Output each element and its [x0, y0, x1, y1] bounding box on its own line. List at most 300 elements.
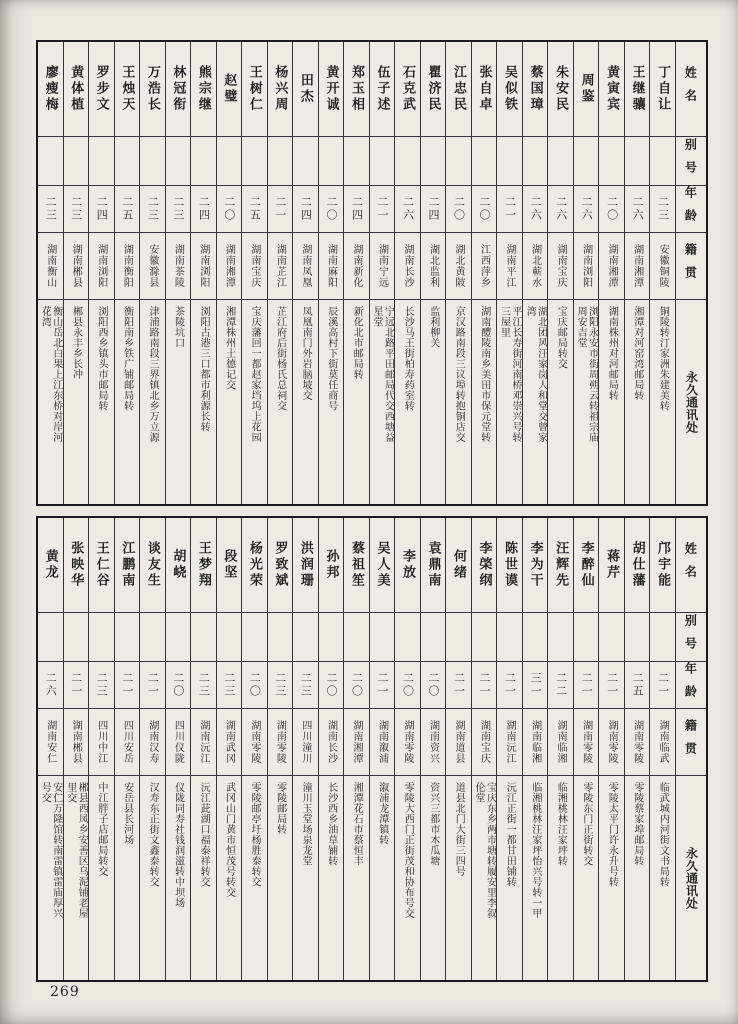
native-place-cell-text: 湖南宝庆 [478, 720, 490, 764]
native-place-cell [38, 233, 63, 300]
name-cell [140, 518, 165, 613]
name-cell-text: 陈世谟 [502, 541, 518, 589]
address-cell [599, 776, 624, 980]
native-place-cell-text: 湖南临武 [657, 720, 669, 764]
person-column [395, 518, 421, 980]
alias-cell [574, 613, 599, 662]
alias-cell [38, 137, 63, 186]
alias-cell [268, 613, 293, 662]
age-cell [166, 662, 191, 709]
person-column [268, 42, 294, 504]
address-cell [64, 776, 89, 980]
address-cell [242, 776, 267, 980]
native-place-cell [217, 709, 242, 776]
native-place-cell-text: 湖南宝庆 [248, 244, 260, 288]
native-place-cell-text: 湖南溆浦 [376, 720, 388, 764]
native-place-cell [344, 709, 369, 776]
age-cell-text: 二六 [401, 196, 415, 222]
native-place-cell-text: 湖南浏阳 [197, 244, 209, 288]
name-cell [38, 42, 63, 137]
directory-table-top [36, 40, 708, 506]
native-place-cell-text: 湖南临湘 [529, 720, 541, 764]
age-cell-text: 二三 [656, 196, 670, 222]
name-cell-text: 王仁谷 [93, 541, 109, 589]
row-header-alias [676, 613, 706, 662]
native-place-cell [115, 233, 140, 300]
name-cell [115, 42, 140, 137]
age-cell-text: 二一 [375, 196, 389, 222]
age-cell-text: 二〇 [452, 196, 466, 222]
address-cell [38, 300, 63, 504]
age-cell-text: 二一 [273, 196, 287, 222]
row-header-address [676, 300, 706, 504]
address-cell-text: 资兴三都市木瓜塘 [427, 782, 439, 866]
row-header-alias [676, 137, 706, 186]
native-place-cell [497, 709, 522, 776]
name-cell-text: 瞿济民 [425, 65, 441, 113]
name-cell [89, 42, 114, 137]
native-place-cell-text: 湖南湘潭 [606, 244, 618, 288]
native-place-cell-text: 湖南安仁 [44, 720, 56, 764]
address-cell-text: 湘潭花石市蔡恒丰 [351, 782, 363, 866]
address-cell [140, 300, 165, 504]
alias-cell [217, 137, 242, 186]
person-column [38, 518, 64, 980]
native-place-cell [446, 233, 471, 300]
address-cell-text: 沅江茈湖口福泰祥转交 [198, 782, 210, 887]
person-column [548, 518, 574, 980]
name-cell-text: 石克武 [399, 65, 415, 113]
address-cell [140, 776, 165, 980]
address-cell [344, 300, 369, 504]
age-cell-text: 二三 [95, 672, 109, 698]
address-cell [497, 776, 522, 980]
native-place-cell-text: 四川仪陇 [172, 720, 184, 764]
name-cell [548, 518, 573, 613]
person-column [293, 518, 319, 980]
age-cell-text: 二四 [197, 196, 211, 222]
address-cell [293, 776, 318, 980]
address-cell [166, 300, 191, 504]
alias-cell [191, 137, 216, 186]
name-cell [319, 42, 344, 137]
name-cell-text: 杨兴周 [272, 65, 288, 113]
native-place-cell [191, 233, 216, 300]
native-place-cell [191, 709, 216, 776]
native-place-cell [421, 233, 446, 300]
alias-cell [548, 137, 573, 186]
age-cell [472, 662, 497, 709]
alias-cell [446, 137, 471, 186]
age-cell-text: 二〇 [478, 196, 492, 222]
address-cell [421, 300, 446, 504]
age-cell [115, 186, 140, 233]
name-cell-text: 杨光荣 [246, 541, 262, 589]
name-cell-text: 谈友生 [144, 541, 160, 589]
name-cell-text: 伍子述 [374, 65, 390, 113]
name-cell-text: 熊宗继 [195, 65, 211, 113]
address-cell-text: 溆浦龙潭镇转 [376, 782, 388, 845]
age-cell [89, 662, 114, 709]
address-cell-text: 汉寿东正街文鑫泰转交 [147, 782, 159, 887]
address-cell [625, 776, 650, 980]
name-cell-text: 黄龙 [42, 549, 58, 581]
person-column [625, 42, 651, 504]
address-cell-text: 潼川玉堂场泉龙堂 [300, 782, 312, 866]
alias-cell [115, 613, 140, 662]
person-column [140, 42, 166, 504]
native-place-cell [64, 233, 89, 300]
alias-cell [38, 613, 63, 662]
alias-cell [166, 137, 191, 186]
age-cell-text: 二一 [503, 672, 517, 698]
native-place-cell [523, 233, 548, 300]
age-cell-text: 二三 [222, 672, 236, 698]
person-column [446, 42, 472, 504]
age-cell [293, 186, 318, 233]
age-cell [625, 186, 650, 233]
native-place-cell-text: 湖南零陵 [248, 720, 260, 764]
row-header-name [676, 518, 706, 613]
person-column [166, 42, 192, 504]
native-place-cell-text: 湖南零陵 [580, 720, 592, 764]
address-cell [293, 300, 318, 504]
age-cell-text: 二一 [580, 672, 594, 698]
name-cell [523, 42, 548, 137]
native-place-cell [38, 709, 63, 776]
address-cell [115, 300, 140, 504]
page-number-text: 269 [50, 984, 80, 1000]
name-cell-text: 张自卓 [476, 65, 492, 113]
name-cell-text: 吴似铁 [502, 65, 518, 113]
address-cell [242, 300, 267, 504]
age-cell [38, 186, 63, 233]
native-place-cell [140, 709, 165, 776]
age-cell [599, 186, 624, 233]
address-cell-text: 衡阳南乡铁广铺邮局转 [121, 306, 133, 411]
native-place-cell-text: 安徽铜陵 [657, 244, 669, 288]
row-header-age [676, 186, 706, 233]
address-cell-text: 监利柳关 [427, 306, 439, 348]
address-cell-text: 仪陇同寿社钱润滋转中坝场 [172, 782, 184, 908]
address-cell [191, 300, 216, 504]
address-cell [650, 300, 675, 504]
age-cell [38, 662, 63, 709]
native-place-cell-text: 湖南凤凰 [299, 244, 311, 288]
person-column [574, 42, 600, 504]
alias-cell [191, 613, 216, 662]
person-column [497, 42, 523, 504]
row-header-address [676, 776, 706, 980]
age-cell [166, 186, 191, 233]
row-header-age-text: 年龄 [683, 662, 698, 708]
native-place-cell-text: 湖南郴县 [70, 720, 82, 764]
address-cell-text: 辰溪高村下街莫任商号 [325, 306, 337, 411]
native-place-cell [293, 709, 318, 776]
age-cell-text: 二四 [350, 196, 364, 222]
address-cell [319, 300, 344, 504]
native-place-cell [395, 233, 420, 300]
alias-cell [89, 613, 114, 662]
age-cell [395, 662, 420, 709]
person-column [115, 42, 141, 504]
person-column [64, 42, 90, 504]
name-cell-text: 王烛天 [119, 65, 135, 113]
address-cell [472, 776, 497, 980]
native-place-cell [89, 709, 114, 776]
age-cell [548, 186, 573, 233]
age-cell-text: 二〇 [324, 672, 338, 698]
address-cell [370, 300, 395, 504]
native-place-cell [625, 709, 650, 776]
age-cell [191, 186, 216, 233]
alias-cell [293, 613, 318, 662]
alias-cell [650, 613, 675, 662]
name-cell-text: 黄体植 [68, 65, 84, 113]
address-cell [574, 776, 599, 980]
alias-cell [140, 613, 165, 662]
age-cell-text: 二一 [656, 672, 670, 698]
age-cell-text: 二〇 [401, 672, 415, 698]
name-cell-text: 何绪 [451, 549, 467, 581]
name-cell [344, 518, 369, 613]
name-cell-text: 段坚 [221, 549, 237, 581]
address-cell [446, 300, 471, 504]
name-cell [268, 42, 293, 137]
name-cell [166, 42, 191, 137]
person-column [217, 518, 243, 980]
address-cell [574, 300, 599, 504]
address-cell-text: 湘潭株州土德记交 [223, 306, 235, 390]
name-cell-text: 万浩长 [144, 65, 160, 113]
person-column [344, 518, 370, 980]
person-column [650, 518, 676, 980]
age-cell-text: 二四 [95, 196, 109, 222]
address-cell [217, 776, 242, 980]
name-cell [497, 42, 522, 137]
address-cell [89, 300, 114, 504]
age-cell-text: 二六 [580, 196, 594, 222]
address-cell [344, 776, 369, 980]
bottom-band [36, 516, 708, 982]
native-place-cell-text: 湖南零陵 [606, 720, 618, 764]
address-cell [268, 776, 293, 980]
address-cell-text: 安岳县长河场 [121, 782, 133, 845]
address-cell [548, 300, 573, 504]
person-column [395, 42, 421, 504]
age-cell-text: 二三 [273, 672, 287, 698]
person-column [115, 518, 141, 980]
address-cell-text: 宝庆藩回一都赵家垱坞上花园 [249, 306, 261, 443]
person-column [497, 518, 523, 980]
name-cell [472, 42, 497, 137]
name-cell-text: 王树仁 [246, 65, 262, 113]
name-cell-text: 江忠民 [451, 65, 467, 113]
age-cell-text: 二一 [120, 672, 134, 698]
age-cell [344, 186, 369, 233]
address-cell [599, 300, 624, 504]
person-column [217, 42, 243, 504]
name-cell-text: 吴人美 [374, 541, 390, 589]
alias-cell [217, 613, 242, 662]
person-column [472, 518, 498, 980]
name-cell-text: 蔡祖笙 [348, 541, 364, 589]
alias-cell [293, 137, 318, 186]
name-cell [523, 518, 548, 613]
age-cell [370, 186, 395, 233]
person-column [140, 518, 166, 980]
native-place-cell-text: 湖南芷江 [274, 244, 286, 288]
row-header-age [676, 662, 706, 709]
name-cell [191, 518, 216, 613]
page-number [50, 984, 80, 1000]
name-cell-text: 李醉仙 [578, 541, 594, 589]
native-place-cell [166, 709, 191, 776]
person-column [64, 518, 90, 980]
age-cell [446, 662, 471, 709]
age-cell [242, 186, 267, 233]
row-header-native [676, 233, 706, 300]
person-column [421, 518, 447, 980]
address-cell-text: 零陵东门正街转交 [580, 782, 592, 866]
name-cell [574, 42, 599, 137]
address-cell [523, 776, 548, 980]
name-cell-text: 江鹏南 [119, 541, 135, 589]
native-place-cell [523, 709, 548, 776]
native-place-cell-text: 湖南资兴 [427, 720, 439, 764]
address-cell-text: 郴县西凤乡安善区乌泥铺老屋里交 [64, 782, 88, 919]
native-place-cell [548, 233, 573, 300]
age-cell [497, 186, 522, 233]
row-header-column [676, 42, 706, 504]
address-cell-text: 沅江正街一都甘田铺转 [504, 782, 516, 887]
age-cell-text: 二〇 [324, 196, 338, 222]
address-cell [115, 776, 140, 980]
person-column [650, 42, 676, 504]
native-place-cell [650, 709, 675, 776]
address-cell [89, 776, 114, 980]
alias-cell [446, 613, 471, 662]
person-column [599, 42, 625, 504]
address-cell-text: 湖南株州对河邮局转 [606, 306, 618, 401]
name-cell [599, 518, 624, 613]
address-cell [191, 776, 216, 980]
name-cell [217, 42, 242, 137]
native-place-cell-text: 湖南临湘 [555, 720, 567, 764]
name-cell [446, 518, 471, 613]
address-cell [319, 776, 344, 980]
name-cell-text: 李为干 [527, 541, 543, 589]
address-cell [395, 300, 420, 504]
native-place-cell-text: 湖北蕲水 [529, 244, 541, 288]
address-cell-text: 浏阳永安市街周朔云转祖宗庙周安吉堂 [575, 306, 598, 443]
age-cell-text: 二四 [427, 196, 440, 222]
address-cell [268, 300, 293, 504]
native-place-cell-text: 湖南零陵 [274, 720, 286, 764]
age-cell [268, 186, 293, 233]
alias-cell [370, 137, 395, 186]
address-cell [64, 300, 89, 504]
age-cell-text: 二六 [529, 196, 543, 222]
age-cell-text: 二〇 [222, 196, 236, 222]
native-place-cell-text: 湖南长沙 [401, 244, 413, 288]
native-place-cell-text: 湖南湘潭 [350, 720, 362, 764]
alias-cell [319, 137, 344, 186]
row-header-age-text: 年龄 [683, 186, 698, 232]
person-column [242, 42, 268, 504]
native-place-cell [319, 709, 344, 776]
native-place-cell-text: 湖南衡阳 [121, 244, 133, 288]
age-cell [319, 662, 344, 709]
alias-cell [166, 613, 191, 662]
alias-cell [599, 613, 624, 662]
native-place-cell [446, 709, 471, 776]
native-place-cell [115, 709, 140, 776]
native-place-cell-text: 湖南麻阳 [325, 244, 337, 288]
native-place-cell [293, 233, 318, 300]
name-cell [548, 42, 573, 137]
address-cell-text: 宝庆邮局转交 [555, 306, 567, 369]
native-place-cell [344, 233, 369, 300]
address-cell-text: 浏阳古港三口都市利源长转 [198, 306, 210, 432]
age-cell-text: 二三 [197, 672, 211, 698]
name-cell [64, 42, 89, 137]
name-cell-text: 洪润珊 [297, 541, 313, 589]
name-cell [395, 42, 420, 137]
address-cell-text: 零陵邮亭圩杨胜泰转交 [249, 782, 261, 887]
person-column [38, 42, 64, 504]
name-cell-text: 郑玉相 [348, 65, 364, 113]
alias-cell [89, 137, 114, 186]
native-place-cell [319, 233, 344, 300]
address-cell-text: 临湘桃林汪家坪怡兴号转一甲 [529, 782, 541, 919]
age-cell [625, 662, 650, 709]
name-cell [115, 518, 140, 613]
age-cell [89, 186, 114, 233]
native-place-cell [64, 709, 89, 776]
person-column [166, 518, 192, 980]
name-cell [344, 42, 369, 137]
name-cell [625, 42, 650, 137]
person-column [191, 42, 217, 504]
address-cell-text: 宁远北路平田邮局代交西塘益星堂 [370, 306, 394, 443]
native-place-cell-text: 湖南郴县 [70, 244, 82, 288]
person-column [268, 518, 294, 980]
person-column [625, 518, 651, 980]
name-cell [191, 42, 216, 137]
name-cell [293, 42, 318, 137]
alias-cell [523, 137, 548, 186]
age-cell-text: 二一 [478, 672, 492, 698]
native-place-cell [242, 233, 267, 300]
row-header-name [676, 42, 706, 137]
address-cell-text: 临湘桃林汪家坪转 [555, 782, 567, 866]
address-cell [370, 776, 395, 980]
name-cell-text: 张映华 [68, 541, 84, 589]
address-cell [395, 776, 420, 980]
name-cell [446, 42, 471, 137]
row-header-native-text: 籍贯 [683, 243, 698, 289]
alias-cell [319, 613, 344, 662]
native-place-cell [472, 709, 497, 776]
name-cell [140, 42, 165, 137]
age-cell [599, 662, 624, 709]
name-cell-text: 罗步文 [93, 65, 109, 113]
name-cell [242, 518, 267, 613]
age-cell [344, 662, 369, 709]
address-cell [472, 300, 497, 504]
native-place-cell-text: 湖南宝庆 [555, 244, 567, 288]
